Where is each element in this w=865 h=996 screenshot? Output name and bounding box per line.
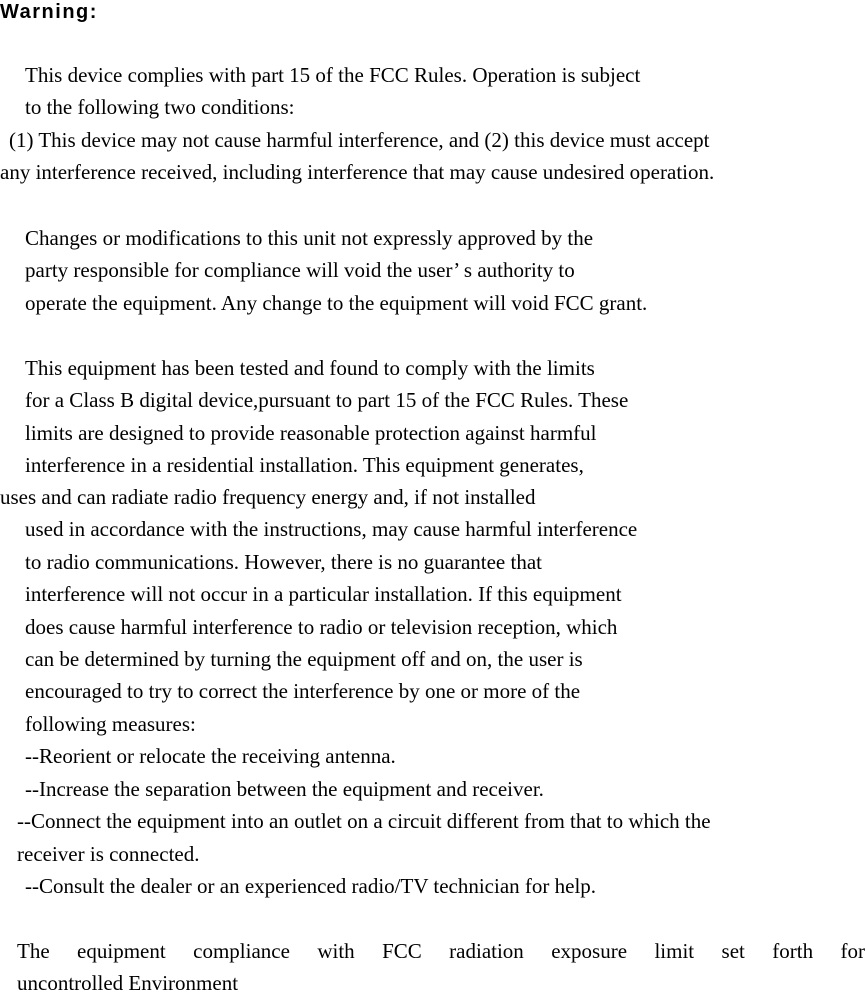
measure-reorient: --Reorient or relocate the receiving antenna. <box>25 744 396 768</box>
para1-line-3: (1) This device may not cause harmful interference, and (2) this device must accept <box>9 128 710 152</box>
para1-line-2: to the following two conditions: <box>25 95 295 119</box>
para3-line-10: can be determined by turning the equipment off and on, the user is <box>25 647 583 671</box>
para2-line-2: party responsible for compliance will void the user’ s authority to <box>25 258 575 282</box>
warning-heading: Warning: <box>0 1 98 23</box>
measure-consult-dealer: --Consult the dealer or an experienced radio/TV technician for help. <box>25 874 597 898</box>
para4-line-1: The equipment compliance with FCC radiation exposure limit set forth for <box>17 939 865 963</box>
measure-connect-outlet-cont: receiver is connected. <box>17 842 200 866</box>
para3-line-9: does cause harmful interference to radio or television reception, which <box>25 615 618 639</box>
para3-line-7: to radio communications. However, there is no guarantee that <box>25 550 542 574</box>
para3-line-12: following measures: <box>25 712 196 736</box>
measure-increase-separation: --Increase the separation between the equipment and receiver. <box>25 777 544 801</box>
para3-line-2: for a Class B digital device,pursuant to part 15 of the FCC Rules. These <box>25 388 629 412</box>
para3-line-5: uses and can radiate radio frequency energy and, if not installed <box>0 485 536 509</box>
para3-line-8: interference will not occur in a particular installation. If this equipment <box>25 582 622 606</box>
para1-line-4: any interference received, including interference that may cause undesired operation. <box>0 160 715 184</box>
para2-line-1: Changes or modifications to this unit not expressly approved by the <box>25 226 594 250</box>
para3-line-11: encouraged to try to correct the interference by one or more of the <box>25 679 581 703</box>
para2-line-3: operate the equipment. Any change to the equipment will void FCC grant. <box>25 291 648 315</box>
para4-line-2: uncontrolled Environment <box>17 971 239 995</box>
para3-line-3: limits are designed to provide reasonable protection against harmful <box>25 421 597 445</box>
para3-line-1: This equipment has been tested and found to comply with the limits <box>25 356 595 380</box>
para1-line-1: This device complies with part 15 of the FCC Rules. Operation is subject <box>25 63 641 87</box>
para3-line-4: interference in a residential installation. This equipment generates, <box>25 453 584 477</box>
para3-line-6: used in accordance with the instructions, may cause harmful interference <box>25 517 638 541</box>
measure-connect-outlet: --Connect the equipment into an outlet on a circuit different from that to which the <box>17 809 711 833</box>
